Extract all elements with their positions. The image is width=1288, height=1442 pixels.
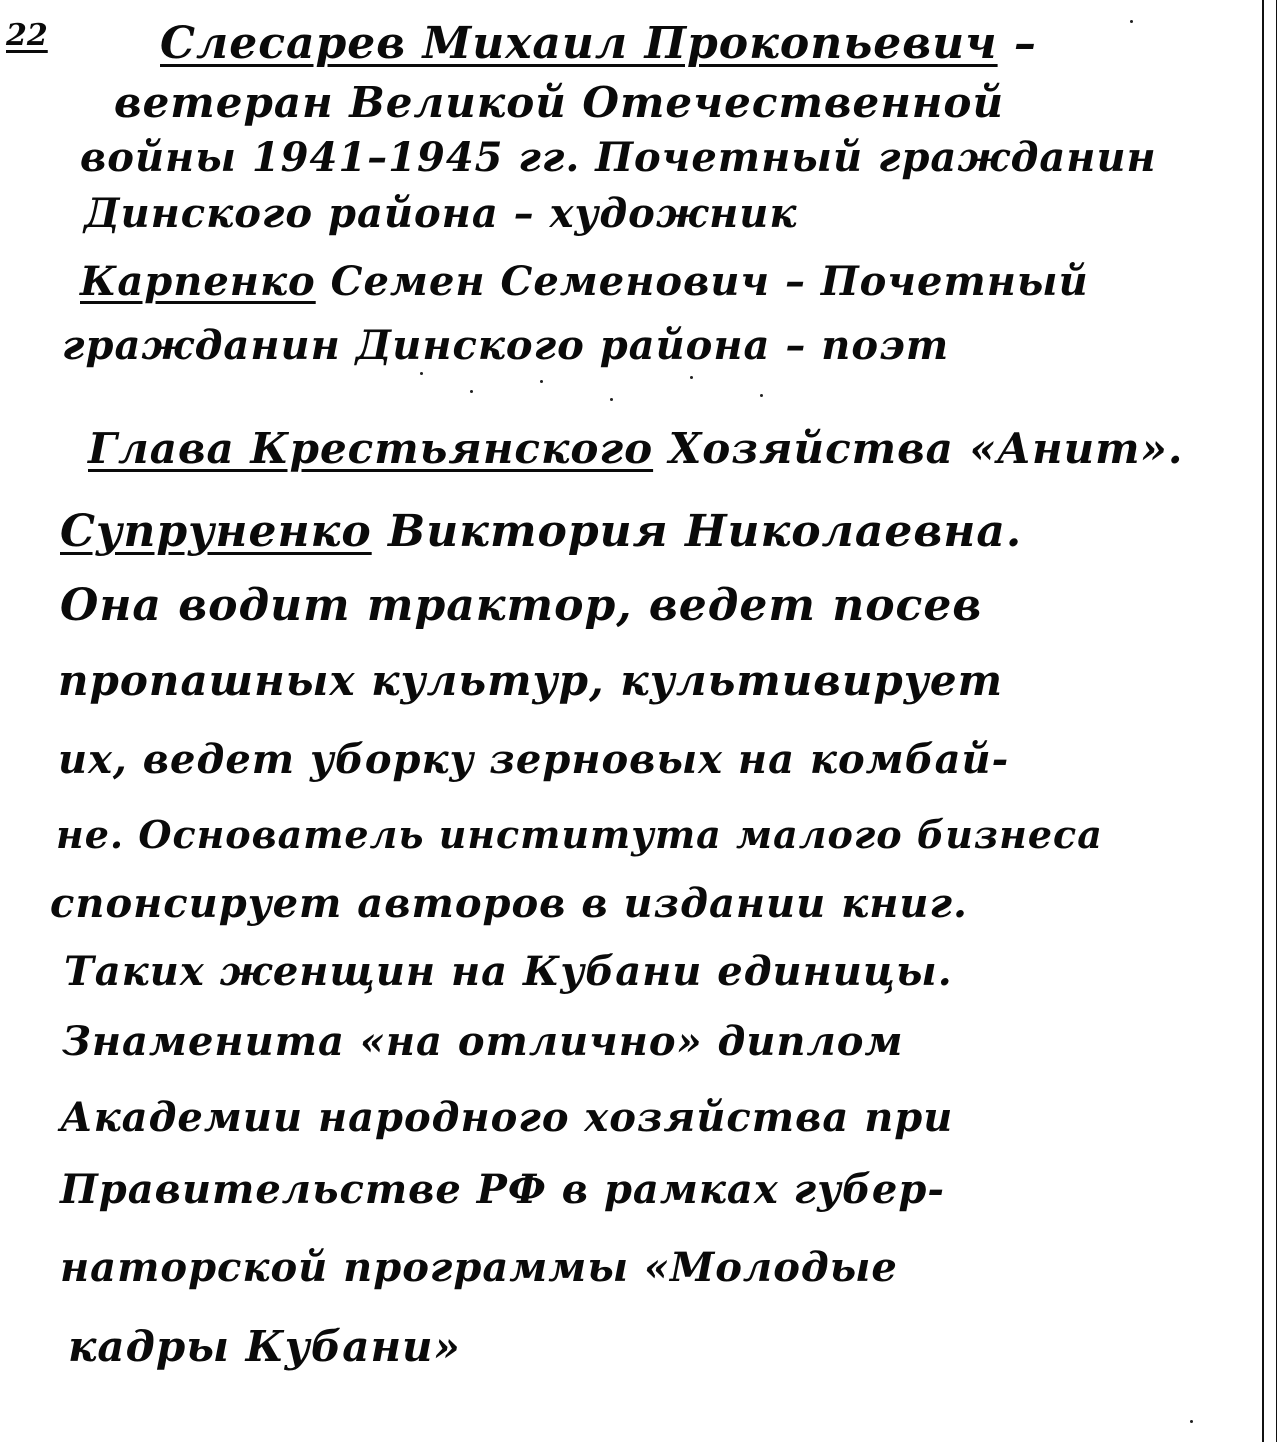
- scan-speck: [420, 372, 423, 375]
- text-line: [58, 736, 1010, 783]
- text-line: [60, 580, 983, 631]
- scan-speck: [610, 398, 613, 401]
- text-line: [64, 948, 953, 995]
- underlined-name: Слесарев Михаил Прокопьевич: [160, 18, 998, 69]
- line-text: Семен Семенович – Почетный: [315, 258, 1089, 305]
- text-line: [62, 1018, 904, 1065]
- text-line: [80, 134, 1157, 181]
- line-text: Знаменита «на отлично» диплом: [62, 1018, 904, 1065]
- line-text: войны 1941–1945 гг. Почетный гражданин: [80, 134, 1157, 181]
- line-text: пропашных культур, культивирует: [58, 656, 1004, 705]
- scan-speck: [540, 380, 543, 383]
- line-text: Таких женщин на Кубани единицы.: [64, 948, 953, 995]
- underlined-name: Карпенко: [80, 258, 316, 305]
- line-text: Правительстве РФ в рамках губер-: [60, 1166, 945, 1213]
- line-text: Виктория Николаевна.: [371, 506, 1023, 557]
- line-text: Хозяйства «Анит».: [653, 424, 1184, 473]
- line-text: их, ведет уборку зерновых на комбай-: [58, 736, 1010, 783]
- underlined-title: Глава Крестьянского: [88, 424, 654, 473]
- line-text: не. Основатель института малого бизнеса: [56, 812, 1103, 857]
- text-line: [160, 18, 1037, 69]
- line-text: наторской программы «Молодые: [60, 1244, 898, 1291]
- page-number: 22: [6, 18, 48, 53]
- text-line: [60, 1166, 945, 1213]
- line-text: гражданин Динского района – поэт: [62, 322, 950, 369]
- line-text: Она водит трактор, ведет посев: [60, 580, 983, 631]
- text-line: [62, 322, 950, 369]
- text-line: [60, 1244, 898, 1291]
- line-text: ветеран Великой Отечественной: [114, 78, 1004, 127]
- text-line: [56, 812, 1103, 857]
- text-line: [50, 880, 968, 927]
- text-line: [114, 78, 1004, 127]
- scan-speck: [690, 376, 693, 379]
- line-text: Динского района – художник: [84, 190, 798, 237]
- text-line: [80, 258, 1089, 305]
- text-line: [58, 656, 1004, 705]
- text-line: [88, 424, 1184, 473]
- line-text: Академии народного хозяйства при: [60, 1094, 954, 1141]
- scan-speck: [1130, 20, 1133, 23]
- right-edge-line: [1276, 0, 1277, 1442]
- text-line: [84, 190, 798, 237]
- text-line: [60, 1094, 954, 1141]
- line-text: спонсирует авторов в издании книг.: [50, 880, 968, 927]
- text-line: [68, 1322, 461, 1371]
- right-margin-line: [1262, 0, 1264, 1442]
- scan-speck: [470, 390, 473, 393]
- underlined-name: Супруненко: [60, 506, 372, 557]
- line-text: –: [997, 18, 1037, 69]
- scan-speck: [760, 394, 763, 397]
- line-text: кадры Кубани»: [68, 1322, 461, 1371]
- scan-speck: [1190, 1420, 1193, 1423]
- text-line: [60, 506, 1023, 557]
